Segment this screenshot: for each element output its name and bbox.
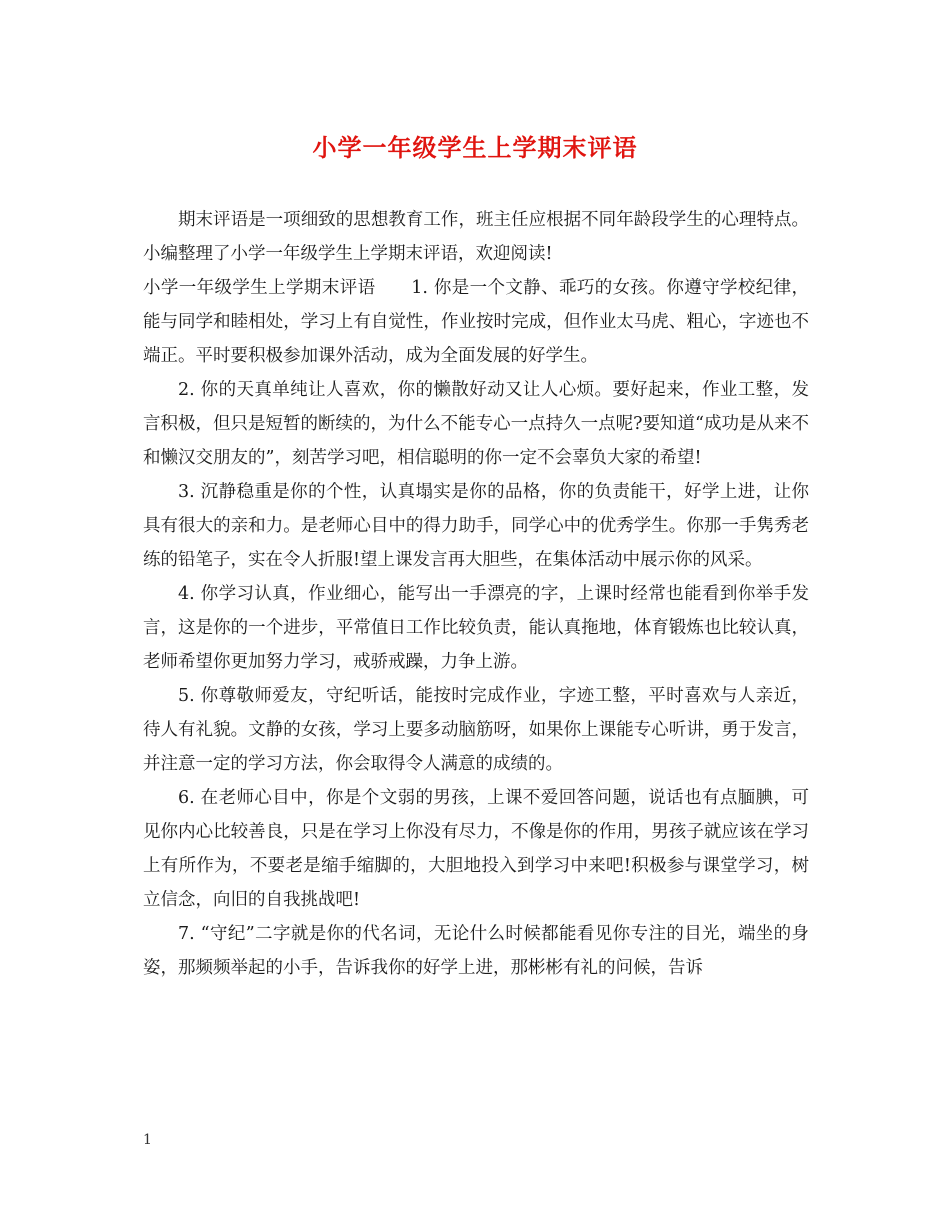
paragraph-comment-3: 3. 沉静稳重是你的个性，认真塌实是你的品格，你的负责能干，好学上进，让你具有很大的亲和力。是老师心目中的得力助手，同学心中的优秀学生。你那一手隽秀老练的铅笔子，实在令人折服!望上课发言再大胆些，在集体活动中展示你的风采。 [143,482,809,570]
document-title: 小学一年级学生上学期末评语 [312,133,638,162]
paragraph-comment-5: 5. 你尊敬师爱友，守纪听话，能按时完成作业，字迹工整，平时喜欢与人亲近，待人有礼貌。文静的女孩，学习上要多动脑筋呀，如果你上课能专心听讲，勇于发言，并注意一定的学习方法，你会取得令人满意的成绩的。 [143,686,809,774]
page-number: 1 [143,1132,152,1148]
paragraph-comment-4: 4. 你学习认真，作业细心，能写出一手漂亮的字，上课时经常也能看到你举手发言，这是你的一个进步，平常值日工作比较负责，能认真拖地，体育锻炼也比较认真，老师希望你更加努力学习，戒骄戒躁，力争上游。 [143,584,809,672]
paragraph-comment-6: 6. 在老师心目中，你是个文弱的男孩，上课不爱回答问题，说话也有点腼腆，可见你内心比较善良，只是在学习上你没有尽力，不像是你的作用，男孩子就应该在学习上有所作为，不要老是缩手缩脚的，大胆地投入到学习中来吧!积极参与课堂学习，树立信念，向旧的自我挑战吧! [143,788,809,910]
paragraph-intro: 期末评语是一项细致的思想教育工作，班主任应根据不同年龄段学生的心理特点。小编整理了小学一年级学生上学期末评语，欢迎阅读! [143,210,809,264]
document-body [143,203,809,985]
paragraph-comment-2: 2. 你的天真单纯让人喜欢，你的懒散好动又让人心烦。要好起来，作业工整，发言积极，但只是短暂的断续的，为什么不能专心一点持久一点呢?要知道“成功是从来不和懒汉交朋友的”，刻苦学习吧，相信聪明的你一定不会辜负大家的希望! [143,380,809,468]
paragraph-comment-1: 小学一年级学生上学期末评语 1. 你是一个文静、乖巧的女孩。你遵守学校纪律，能与同学和睦相处，学习上有自觉性，作业按时完成，但作业太马虎、粗心，字迹也不端正。平时要积极参加课外活动，成为全面发展的好学生。 [143,278,809,366]
paragraph-comment-7: 7. “守纪”二字就是你的代名词，无论什么时候都能看见你专注的目光，端坐的身姿，那频频举起的小手，告诉我你的好学上进，那彬彬有礼的问候，告诉 [143,924,809,978]
